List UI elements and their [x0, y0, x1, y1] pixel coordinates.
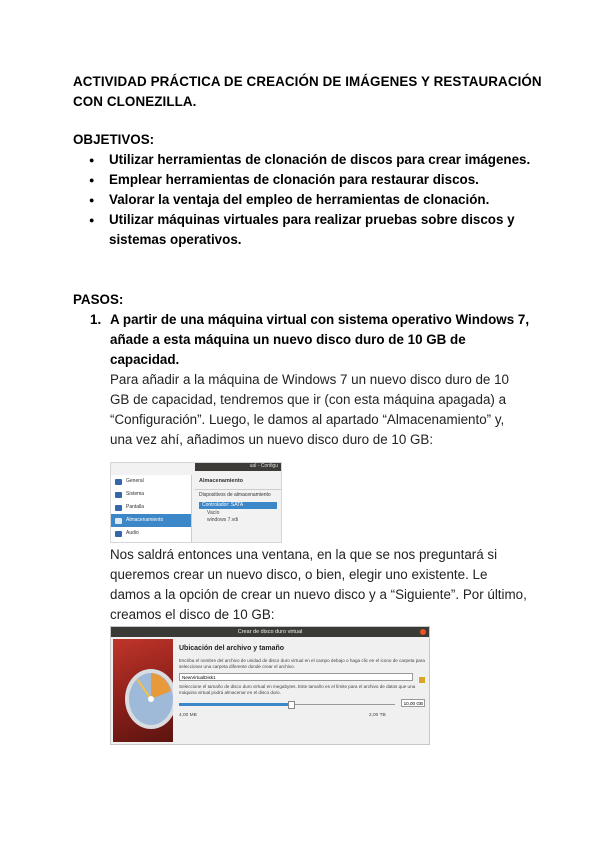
list-item: ● Utilizar máquinas virtuales para realizar pruebas sobre discos y sistemas operativos.	[73, 210, 543, 250]
step-1-paragraph-1: Para añadir a la máquina de Windows 7 un nuevo disco duro de 10 GB de capacidad, tendremos que ir (con esta máquina apagada) a “Configuración”. Luego, le damos al apartado “Almacenamiento” y, una vez ahí, añadimos un nuevo disco duro de 10 GB:	[110, 372, 509, 447]
steps-heading: PASOS:	[73, 292, 124, 307]
sidebar-item-label: Almacenamiento	[126, 517, 164, 523]
step-1-paragraph-2: Nos saldrá entonces una ventana, en la que se nos preguntará si queremos crear un nuevo disco, o bien, elegir uno existente. Le damos a la opción de crear un nuevo disco y a “Siguiente”. Por último, creamos el disco de 10 GB:	[110, 547, 527, 622]
window-titlebar: ual - Configu	[195, 463, 281, 471]
dialog-title: Crear de disco duro virtual	[237, 629, 303, 635]
controller-row: Controlador: SATA	[199, 502, 277, 509]
sidebar-item-label: Sistema	[126, 491, 145, 497]
sidebar-item-display	[111, 501, 191, 514]
hard-disk-icon	[113, 639, 173, 742]
size-slider	[179, 700, 423, 708]
disk-illustration	[113, 639, 173, 742]
gear-icon	[115, 479, 122, 485]
size-limits	[179, 712, 425, 720]
sidebar-item-label: General	[126, 478, 144, 484]
create-disk-screenshot	[110, 626, 430, 745]
devices-label: Dispositivos de almacenamiento	[199, 492, 271, 498]
min-size-label: 4,00 MB	[179, 713, 197, 718]
sidebar-item-storage	[111, 514, 191, 527]
slider-fill	[179, 703, 291, 706]
storage-row: windows 7.vdi	[207, 517, 239, 523]
monitor-icon	[115, 505, 122, 511]
sidebar-item-label: Pantalla	[126, 504, 145, 510]
slider-handle	[288, 701, 295, 709]
dialog-titlebar	[111, 627, 429, 637]
sidebar-item-label: Audio	[126, 530, 139, 536]
storage-panel	[195, 475, 281, 542]
max-size-label: 2,00 TB	[369, 713, 386, 718]
dialog-content	[179, 639, 425, 720]
storage-row: Vacío	[207, 510, 220, 516]
sidebar-item-audio	[111, 527, 191, 540]
dialog-heading: Ubicación del archivo y tamaño	[179, 645, 285, 652]
list-item: ● Utilizar herramientas de clonación de discos para crear imágenes.	[73, 150, 543, 170]
list-item: ● Valorar la ventaja del empleo de herramientas de clonación.	[73, 190, 543, 210]
sidebar-item-system	[111, 488, 191, 501]
folder-icon	[419, 677, 425, 683]
settings-screenshot	[110, 462, 282, 543]
size-description: Seleccione el tamaño de disco duro virtual en megabytes. Este tamaño es el límite para el archivo de datos que una máquina virtual podrá almacenar en el disco duro.	[179, 684, 416, 695]
panel-title: Almacenamiento	[195, 475, 281, 490]
list-item: ● Emplear herramientas de clonación para restaurar discos.	[73, 170, 543, 190]
location-description: Escriba el nombre del archivo de unidad de disco duro virtual en el campo debajo o haga clic en el icono de carpeta para seleccionar una carpeta diferente donde crear el archivo.	[179, 658, 425, 669]
filename-input: NewVirtualDisk1	[179, 673, 413, 681]
disk-icon	[115, 518, 122, 524]
speaker-icon	[115, 531, 122, 537]
objectives-list	[73, 150, 543, 250]
size-value-input: 10,00 GB	[401, 699, 425, 707]
close-icon	[420, 629, 426, 635]
objectives-heading: OBJETIVOS:	[73, 132, 155, 147]
chip-icon	[115, 492, 122, 498]
document-title: ACTIVIDAD PRÁCTICA DE CREACIÓN DE IMÁGENES Y RESTAURACIÓN CON CLONEZILLA.	[73, 74, 542, 109]
settings-sidebar	[111, 475, 192, 542]
step-1-title	[90, 310, 530, 370]
step-number: 1.	[90, 312, 102, 327]
step-title-text: A partir de una máquina virtual con sistema operativo Windows 7, añade a esta máquina un nuevo disco duro de 10 GB de capacidad.	[110, 312, 530, 367]
sidebar-item-general	[111, 475, 191, 488]
